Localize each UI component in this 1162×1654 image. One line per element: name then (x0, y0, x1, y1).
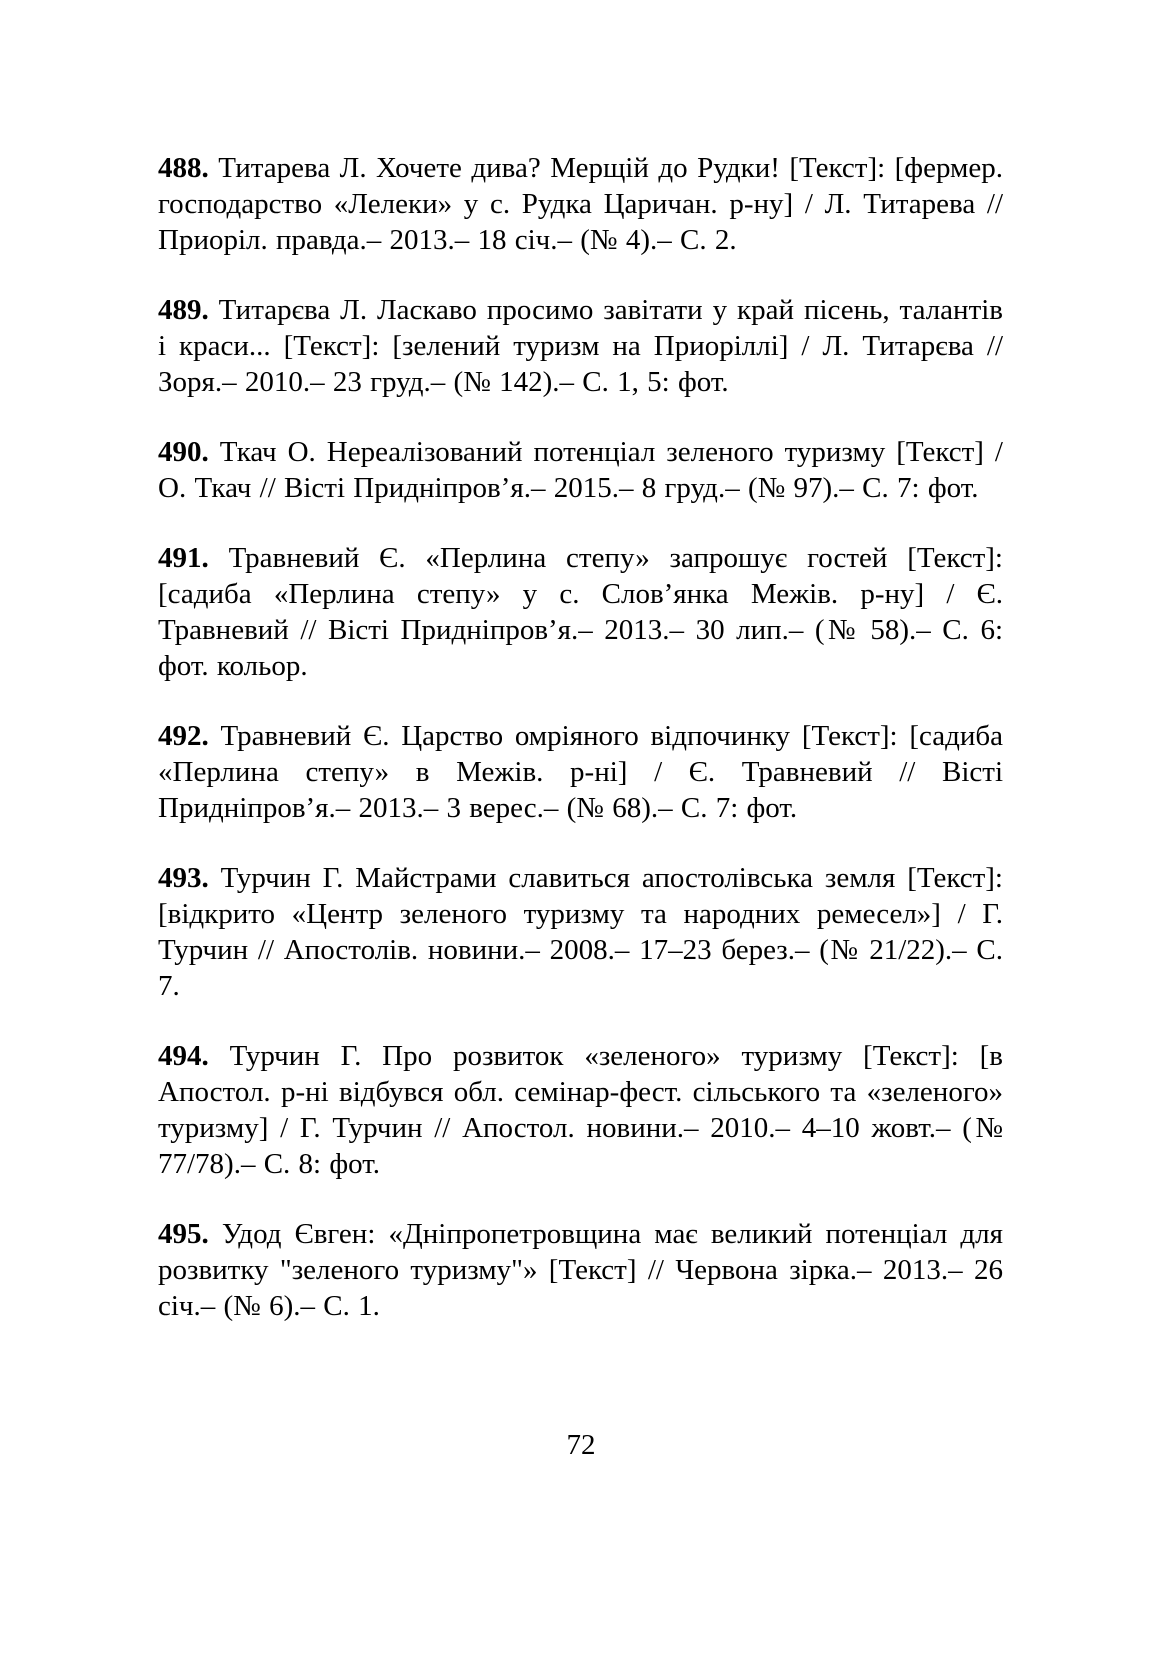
bibliography-entry (158, 292, 1003, 400)
entry-number: 495. (158, 1218, 209, 1250)
entry-text: Титарева Л. Хочете дива? Мерщій до Рудки! [Текст]: [фермер. господарство «Лелеки» у с. Рудка Царичан. р-ну] / Л. Титарева // Приоріл. правда.– 2013.– 18 січ.– (№ 4).– С. 2. (158, 152, 1003, 256)
bibliography-entry (158, 434, 1003, 506)
bibliography-list (158, 150, 1003, 1358)
entry-text: Ткач О. Нереалізований потенціал зеленого туризму [Текст] / О. Ткач // Вісті Придніпров’я.– 2015.– 8 груд.– (№ 97).– С. 7: фот. (158, 436, 1003, 504)
page-number: 72 (566, 1429, 596, 1461)
bibliography-entry (158, 718, 1003, 826)
entry-text: Удод Євген: «Дніпропетровщина має великий потенціал для розвитку "зеленого туризму"» [Текст] // Червона зірка.– 2013.– 26 січ.– (№ 6).– С. 1. (158, 1218, 1003, 1322)
entry-text: Турчин Г. Про розвиток «зеленого» туризму [Текст]: [в Апостол. р-ні відбувся обл. семінар-фест. сільського та «зеленого» туризму] / Г. Турчин // Апостол. новини.– 2010.– 4–10 жовт.– (№ 77/78).– С. 8: фот. (158, 1040, 1003, 1180)
entry-number: 490. (158, 436, 209, 468)
bibliography-entry (158, 1216, 1003, 1324)
entry-number: 494. (158, 1040, 209, 1072)
bibliography-entry (158, 540, 1003, 684)
entry-text: Травневий Є. Царство омріяного відпочинку [Текст]: [садиба «Перлина степу» в Межів. р-ні] / Є. Травневий // Вісті Придніпров’я.– 2013.– 3 верес.– (№ 68).– С. 7: фот. (158, 720, 1003, 824)
entry-text: Травневий Є. «Перлина степу» запрошує гостей [Текст]: [садиба «Перлина степу» у с. Слов’янка Межів. р-ну] / Є. Травневий // Вісті Придніпров’я.– 2013.– 30 лип.– (№ 58).– С. 6: фот. кольор. (158, 542, 1003, 682)
entry-number: 493. (158, 862, 209, 894)
entry-number: 491. (158, 542, 209, 574)
bibliography-entry (158, 860, 1003, 1004)
bibliography-entry (158, 1038, 1003, 1182)
entry-number: 492. (158, 720, 209, 752)
bibliography-entry (158, 150, 1003, 258)
entry-number: 488. (158, 152, 209, 184)
entry-text: Турчин Г. Майстрами славиться апостолівська земля [Текст]: [відкрито «Центр зеленого туризму та народних ремесел»] / Г. Турчин // Апостолів. новини.– 2008.– 17–23 берез.– (№ 21/22).– С. 7. (158, 862, 1003, 1002)
entry-text: Титарєва Л. Ласкаво просимо завітати у край пісень, талантів і краси... [Текст]: [зелений туризм на Приоріллі] / Л. Титарєва // Зоря.– 2010.– 23 груд.– (№ 142).– С. 1, 5: фот. (158, 294, 1003, 398)
entry-number: 489. (158, 294, 209, 326)
